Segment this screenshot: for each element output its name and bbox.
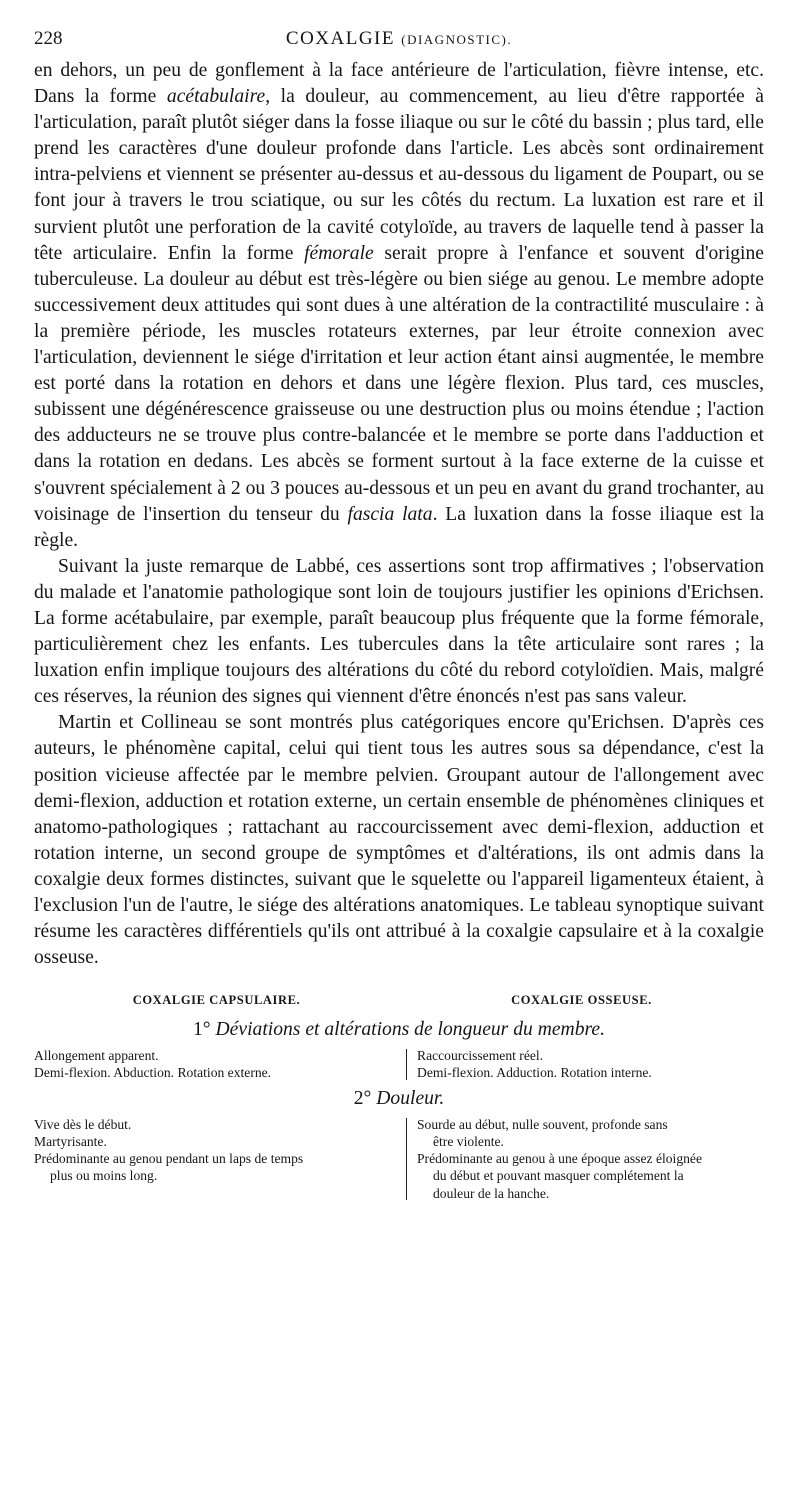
running-head [34,28,764,58]
table-column-headers [34,993,764,1013]
running-title-main: COXALGIE [285,28,395,49]
table-cell-line: Vive dès le début. [34,1116,132,1132]
italic-term: fémorale [304,242,374,264]
capsulaire-column [34,1116,406,1202]
paragraph [34,58,764,554]
body-text [34,58,764,971]
table-cell-line: Raccourcissement réel. [417,1048,544,1064]
running-title [34,28,764,50]
italic-term: fascia lata [347,503,433,525]
table-cell-line: être violente. [433,1133,504,1149]
table-cell-line: Martyrisante. [34,1133,107,1149]
italic-term: acétabulaire [166,86,266,108]
table-sections [34,1017,764,1201]
table-cell-line: Allongement apparent. [34,1048,159,1064]
text-run: Martin et Collineau se sont montrés plus catégoriques encore qu'Erichsen. D'après ces auteurs, le phénomène capital, celui qui tient tous les autres sous sa dépendance, c'est la position vicieuse affectée par le membre pelvien. Groupant autour de l'allongement avec demi-flexion, adduction et rotation externe, un certain ensemble de phénomènes cliniques et anatomo-pathologiques ; rattachant au raccourcissement avec demi-flexion, adduction et rotation interne, un second groupe de symptômes et d'altérations, ils ont admis dans la coxalgie deux formes distinctes, suivant que le squelette ou l'appareil ligamenteux étaient, à l'exclusion l'un de l'autre, le siége des altérations anatomiques. Le tableau synoptique suivant résume les caractères différentiels qu'ils ont attribué à la coxalgie capsulaire et à la coxalgie osseuse. [34,712,764,969]
text-run: Suivant la juste remarque de Labbé, ces assertions sont trop affirmatives ; l'observation du malade et l'anatomie pathologique sont loin de toujours justifier les opinions d'Erichsen. La forme acétabulaire, par exemple, paraît beaucoup plus fréquente que la forme fémorale, particulièrement chez les enfants. Les tubercules dans la tête articulaire sont rares ; la luxation enfin implique toujours des altérations du côté du rebord cotyloïdien. Mais, malgré ces réserves, la réunion des signes qui viennent d'être énoncés n'est pas sans valeur. [34,555,764,708]
osseuse-column [417,1116,764,1202]
table-cell-line: Demi-flexion. Abduction. Rotation externe. [34,1065,272,1081]
table-section-title [34,1017,764,1043]
table-section-title [34,1086,764,1112]
column-divider [406,1049,407,1079]
table-cell-line: douleur de la hanche. [433,1185,550,1201]
table-cell-line: Prédominante au genou à une époque assez éloignée [417,1151,702,1167]
table-cell-line: Prédominante au genou pendant un laps de temps [34,1151,304,1167]
text-run: . La luxation dans la fosse iliaque est la règle. [34,503,765,551]
table-cell-line: du début et pouvant masquer complétement la [433,1168,684,1184]
text-run: , la douleur, au commencement, au lieu d'être rapportée à l'articulation, paraît plutôt siéger dans la fosse iliaque ou sur le côté du bassin ; plus tard, elle prend les caractères d'une douleur profonde dans l'article. Les abcès sont ordinairement intra-pelviens et viennent se présenter au-dessus et au-dessous du ligament de Poupart, ou se font jour à travers le trou sciatique, ou sur les côtés du rectum. La luxation est rare et il survient plutôt une perforation de la cavité cotyloïde, au travers de laquelle tend à passer la tête articulaire. Enfin la forme [34,86,764,264]
text-run: serait propre à l'enfance et souvent d'origine tuberculeuse. La douleur au début est très-légère ou bien siége au genou. Le membre adopte successivement deux attitudes qui sont dues à une altération de la contractilité musculaire : à la première période, les muscles rotateurs externes, par leur étroite connexion avec l'articulation, deviennent le siége d'irritation et leur action étant ainsi augmentée, le membre est porté dans la rotation en dehors et dans une légère flexion. Plus tard, ces muscles, subissent une dégénérescence graisseuse ou une destruction plus ou moins étendue ; l'action des adducteurs ne se trouve plus contre-balancée et le membre se porte dans l'adduction et dans la rotation en dedans. Les abcès se forment surtout à la face externe de la cuisse et s'ouvrent spécialement à 2 ou 3 pouces au-dessous et un peu en avant du grand trochanter, au voisinage de l'insertion du tenseur du [34,242,764,525]
section-number: 1° [192,1019,211,1041]
osseuse-column [417,1047,764,1081]
table-cell-line: Demi-flexion. Adduction. Rotation interne. [417,1065,652,1081]
paragraph [34,554,764,711]
column-header-osseuse: COXALGIE OSSEUSE. [511,993,652,1008]
table-section-rows [34,1047,764,1081]
column-header-capsulaire: COXALGIE CAPSULAIRE. [132,993,301,1008]
table-section-rows [34,1116,764,1202]
synoptic-table [34,993,764,1201]
table-cell-line: Sourde au début, nulle souvent, profonde sans [417,1116,668,1132]
table-cell-line: plus ou moins long. [50,1168,158,1184]
book-page [34,28,764,1202]
paragraph [34,710,764,971]
page-number: 228 [34,28,63,49]
section-label: Douleur. [376,1087,445,1109]
text-run: en dehors, un peu de gonflement à la face antérieure de l'articulation, fièvre intense, etc. Dans la forme [34,60,764,108]
running-title-sub: (DIAGNOSTIC). [401,32,513,47]
section-number: 2° [353,1087,372,1109]
section-label: Déviations et altérations de longueur du membre. [215,1019,605,1041]
column-divider [406,1118,407,1200]
capsulaire-column [34,1047,406,1081]
